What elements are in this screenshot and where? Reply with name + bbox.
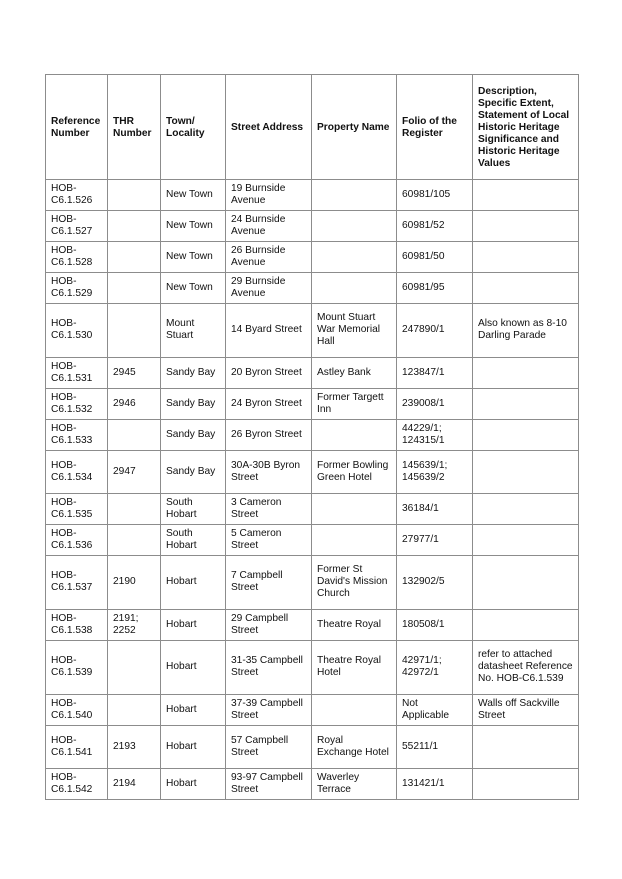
table-row [46,494,579,525]
cell-folio: 55211/1 [397,726,473,769]
table-row [46,695,579,726]
header-town-locality: Town/ Locality [161,75,226,180]
cell-town: Mount Stuart [161,304,226,358]
header-thr-number: THR Number [108,75,161,180]
cell-thr [108,180,161,211]
cell-address: 20 Byron Street [226,358,312,389]
table-row [46,451,579,494]
cell-thr: 2194 [108,769,161,800]
table-header-row [46,75,579,180]
cell-folio: Not Applicable [397,695,473,726]
cell-property-name: Waverley Terrace [312,769,397,800]
cell-reference: HOB-C6.1.529 [46,273,108,304]
cell-property-name: Royal Exchange Hotel [312,726,397,769]
cell-address: 93-97 Campbell Street [226,769,312,800]
cell-reference: HOB-C6.1.535 [46,494,108,525]
cell-town: Hobart [161,726,226,769]
cell-description [473,610,579,641]
cell-property-name [312,420,397,451]
cell-reference: HOB-C6.1.527 [46,211,108,242]
cell-property-name [312,695,397,726]
table-row [46,358,579,389]
cell-folio: 123847/1 [397,358,473,389]
cell-address: 29 Campbell Street [226,610,312,641]
cell-folio: 180508/1 [397,610,473,641]
cell-description [473,273,579,304]
cell-address: 37-39 Campbell Street [226,695,312,726]
cell-reference: HOB-C6.1.540 [46,695,108,726]
cell-thr [108,304,161,358]
cell-reference: HOB-C6.1.528 [46,242,108,273]
cell-address: 57 Campbell Street [226,726,312,769]
table-row [46,242,579,273]
cell-property-name [312,273,397,304]
cell-folio: 131421/1 [397,769,473,800]
cell-reference: HOB-C6.1.539 [46,641,108,695]
cell-reference: HOB-C6.1.530 [46,304,108,358]
cell-town: Hobart [161,556,226,610]
cell-description [473,726,579,769]
cell-address: 24 Burnside Avenue [226,211,312,242]
cell-town: Sandy Bay [161,358,226,389]
table-row [46,641,579,695]
cell-folio: 42971/1; 42972/1 [397,641,473,695]
cell-description [473,451,579,494]
header-street-address: Street Address [226,75,312,180]
cell-thr: 2946 [108,389,161,420]
cell-thr: 2947 [108,451,161,494]
cell-town: Hobart [161,769,226,800]
cell-address: 30A-30B Byron Street [226,451,312,494]
cell-property-name [312,494,397,525]
cell-thr [108,695,161,726]
cell-town: South Hobart [161,525,226,556]
table-row [46,304,579,358]
cell-address: 7 Campbell Street [226,556,312,610]
cell-folio: 60981/50 [397,242,473,273]
cell-description [473,389,579,420]
cell-property-name [312,211,397,242]
cell-thr [108,525,161,556]
cell-address: 24 Byron Street [226,389,312,420]
cell-town: Sandy Bay [161,389,226,420]
cell-thr: 2191; 2252 [108,610,161,641]
cell-reference: HOB-C6.1.532 [46,389,108,420]
cell-address: 3 Cameron Street [226,494,312,525]
table-row [46,525,579,556]
cell-address: 5 Cameron Street [226,525,312,556]
cell-town: Sandy Bay [161,420,226,451]
cell-folio: 145639/1; 145639/2 [397,451,473,494]
cell-description [473,494,579,525]
cell-folio: 239008/1 [397,389,473,420]
cell-property-name: Former Targett Inn [312,389,397,420]
cell-thr [108,641,161,695]
cell-thr: 2190 [108,556,161,610]
heritage-register-table [45,74,579,800]
cell-property-name: Mount Stuart War Memorial Hall [312,304,397,358]
cell-folio: 132902/5 [397,556,473,610]
cell-reference: HOB-C6.1.531 [46,358,108,389]
cell-town: New Town [161,242,226,273]
cell-folio: 36184/1 [397,494,473,525]
cell-town: New Town [161,273,226,304]
cell-reference: HOB-C6.1.538 [46,610,108,641]
cell-thr [108,494,161,525]
cell-folio: 44229/1; 124315/1 [397,420,473,451]
cell-folio: 60981/105 [397,180,473,211]
cell-reference: HOB-C6.1.534 [46,451,108,494]
cell-description: Also known as 8-10 Darling Parade [473,304,579,358]
cell-description: Walls off Sackville Street [473,695,579,726]
table-row [46,273,579,304]
table-row [46,180,579,211]
cell-description: refer to attached datasheet Reference No. HOB-C6.1.539 [473,641,579,695]
cell-thr [108,211,161,242]
cell-reference: HOB-C6.1.526 [46,180,108,211]
cell-reference: HOB-C6.1.536 [46,525,108,556]
cell-town: Hobart [161,610,226,641]
table-row [46,769,579,800]
cell-description [473,769,579,800]
cell-address: 14 Byard Street [226,304,312,358]
cell-folio: 247890/1 [397,304,473,358]
cell-reference: HOB-C6.1.542 [46,769,108,800]
cell-town: Hobart [161,695,226,726]
cell-town: South Hobart [161,494,226,525]
cell-thr [108,242,161,273]
cell-address: 31-35 Campbell Street [226,641,312,695]
cell-thr [108,273,161,304]
cell-description [473,211,579,242]
table-row [46,389,579,420]
table-row [46,610,579,641]
cell-reference: HOB-C6.1.541 [46,726,108,769]
cell-thr [108,420,161,451]
header-description: Description, Specific Extent, Statement of Local Historic Heritage Significance and Historic Heritage Values [473,75,579,180]
cell-thr: 2945 [108,358,161,389]
cell-address: 29 Burnside Avenue [226,273,312,304]
cell-town: New Town [161,180,226,211]
header-property-name: Property Name [312,75,397,180]
cell-folio: 27977/1 [397,525,473,556]
cell-property-name: Theatre Royal [312,610,397,641]
header-reference-number: Reference Number [46,75,108,180]
cell-description [473,358,579,389]
header-folio: Folio of the Register [397,75,473,180]
table-row [46,211,579,242]
cell-description [473,420,579,451]
cell-property-name: Theatre Royal Hotel [312,641,397,695]
cell-town: Hobart [161,641,226,695]
cell-property-name [312,525,397,556]
cell-address: 19 Burnside Avenue [226,180,312,211]
cell-description [473,525,579,556]
cell-reference: HOB-C6.1.537 [46,556,108,610]
cell-property-name [312,180,397,211]
cell-property-name: Former Bowling Green Hotel [312,451,397,494]
table-row [46,556,579,610]
cell-address: 26 Byron Street [226,420,312,451]
cell-reference: HOB-C6.1.533 [46,420,108,451]
table-row [46,420,579,451]
cell-description [473,556,579,610]
cell-property-name: Former St David's Mission Church [312,556,397,610]
cell-town: Sandy Bay [161,451,226,494]
cell-thr: 2193 [108,726,161,769]
table-row [46,726,579,769]
cell-folio: 60981/95 [397,273,473,304]
cell-property-name: Astley Bank [312,358,397,389]
cell-property-name [312,242,397,273]
cell-description [473,242,579,273]
cell-town: New Town [161,211,226,242]
cell-address: 26 Burnside Avenue [226,242,312,273]
cell-description [473,180,579,211]
cell-folio: 60981/52 [397,211,473,242]
